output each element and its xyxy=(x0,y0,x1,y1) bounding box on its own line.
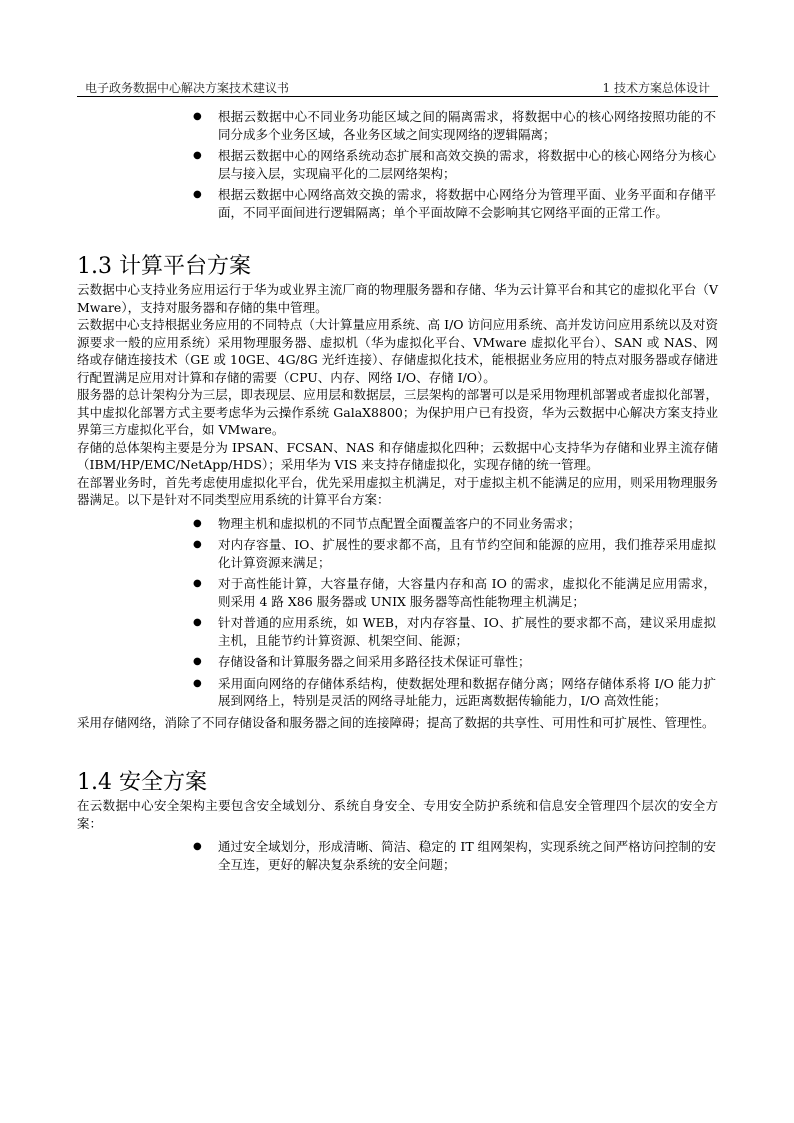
page-content xyxy=(77,108,718,877)
bullet-icon: ● xyxy=(193,539,202,550)
bullet-icon: ● xyxy=(193,578,202,589)
section-heading-1-4: 1.4 安全方案 xyxy=(77,770,207,795)
security-bullet-list xyxy=(77,838,718,873)
list-item: ● 根据云数据中心网络高效交换的需求，将数据中心网络分为管理平面、业务平面和存储平面，不同平面间进行逻辑隔离；单个平面故障不会影响其它网络平面的正常工作。 xyxy=(193,187,716,220)
list-item: ● 采用面向网络的存储体系结构，使数据处理和数据存储分离；网络存储体系将 I/O 能力扩展到网络上，特别是灵活的网络寻址能力，远距离数据传输能力，I/O 高效性能； xyxy=(193,675,716,708)
compute-bullet-list xyxy=(77,515,718,710)
list-item: ● 对内存容量、IO、扩展性的要求都不高，且有节约空间和能源的应用，我们推荐采用虚拟化计算资源来满足； xyxy=(193,537,716,570)
header-document-title: 电子政务数据中心解决方案技术建议书 xyxy=(85,81,290,95)
bullet-icon: ● xyxy=(193,189,202,200)
list-item: ● 通过安全域划分，形成清晰、简洁、稳定的 IT 组网架构，实现系统之间严格访问控制的安全互连，更好的解决复杂系统的安全问题； xyxy=(193,839,716,872)
list-item: ● 对于高性能计算，大容量存储，大容量内存和高 IO 的需求，虚拟化不能满足应用需求，则采用 4 路 X86 服务器或 UNIX 服务器等高性能物理主机满足； xyxy=(193,576,716,609)
paragraph: 云数据中心支持业务应用运行于华为或业界主流厂商的物理服务器和存储、华为云计算平台和其它的虚拟化平台（VMware），支持对服务器和存储的集中管理。 xyxy=(77,282,718,315)
list-item: ● 物理主机和虚拟机的不同节点配置全面覆盖客户的不同业务需求； xyxy=(193,515,581,531)
section-heading-1-3: 1.3 计算平台方案 xyxy=(77,254,251,279)
network-bullet-list xyxy=(77,108,718,221)
paragraph: 采用存储网络，消除了不同存储设备和服务器之间的连接障碍；提高了数据的共享性、可用性和可扩展性、管理性。 xyxy=(77,714,715,730)
page-header xyxy=(77,79,718,97)
list-item: ● 根据云数据中心的网络系统动态扩展和高效交换的需求，将数据中心的核心网络分为核心层与接入层，实现扁平化的二层网络架构； xyxy=(193,148,716,181)
paragraph: 服务器的总计架构分为三层，即表现层、应用层和数据层，三层架构的部署可以是采用物理机部署或者虚拟化部署，其中虚拟化部署方式主要考虑华为云操作系统 GalaX8800；为保护用户已有投资，华为云数据中心解决方案支持业界第三方虚拟化平台，如 VMware。 xyxy=(77,387,718,437)
bullet-icon: ● xyxy=(193,617,202,628)
paragraph: 存储的总体架构主要是分为 IPSAN、FCSAN、NAS 和存储虚拟化四种；云数据中心支持华为存储和业界主流存储（IBM/HP/EMC/NetApp/HDS）；采用华为 VIS 来支持存储虚拟化，实现存储的统一管理。 xyxy=(77,439,718,472)
paragraph: 在云数据中心安全架构主要包含安全域划分、系统自身安全、专用安全防护系统和信息安全管理四个层次的安全方案： xyxy=(77,798,718,831)
paragraph: 云数据中心支持根据业务应用的不同特点（大计算量应用系统、高 I/O 访问应用系统、高并发访问应用系统以及对资源要求一般的应用系统）采用物理服务器、虚拟机（华为虚拟化平台、VMware 虚拟化平台）、SAN 或 NAS、网络或存储连接技术（GE 或 10GE、4G/8G 光纤连接）、存储虚拟化技术，能根据业务应用的特点对服务器或存储进行配置满足应用对计算和存储的需要（CPU、内存、网络 I/O、存储 I/O）。 xyxy=(77,317,718,385)
list-item: ● 针对普通的应用系统，如 WEB，对内存容量、IO、扩展性的要求都不高，建议采用虚拟主机，且能节约计算资源、机架空间、能源； xyxy=(193,615,716,648)
bullet-icon: ● xyxy=(193,517,202,529)
bullet-icon: ● xyxy=(193,656,202,667)
bullet-icon: ● xyxy=(193,150,202,161)
bullet-icon: ● xyxy=(193,841,202,852)
bullet-icon: ● xyxy=(193,111,202,122)
paragraph: 在部署业务时，首先考虑使用虚拟化平台，优先采用虚拟主机满足，对于虚拟主机不能满足的应用，则采用物理服务器满足。以下是针对不同类型应用系统的计算平台方案： xyxy=(77,474,718,507)
list-item: ● 根据云数据中心不同业务功能区域之间的隔离需求，将数据中心的核心网络按照功能的不同分成多个业务区域，各业务区域之间实现网络的逻辑隔离； xyxy=(193,109,716,142)
header-chapter-title: 1 技术方案总体设计 xyxy=(602,81,710,95)
list-item: ● 存储设备和计算服务器之间采用多路径技术保证可靠性； xyxy=(193,654,531,669)
bullet-icon: ● xyxy=(193,677,202,689)
